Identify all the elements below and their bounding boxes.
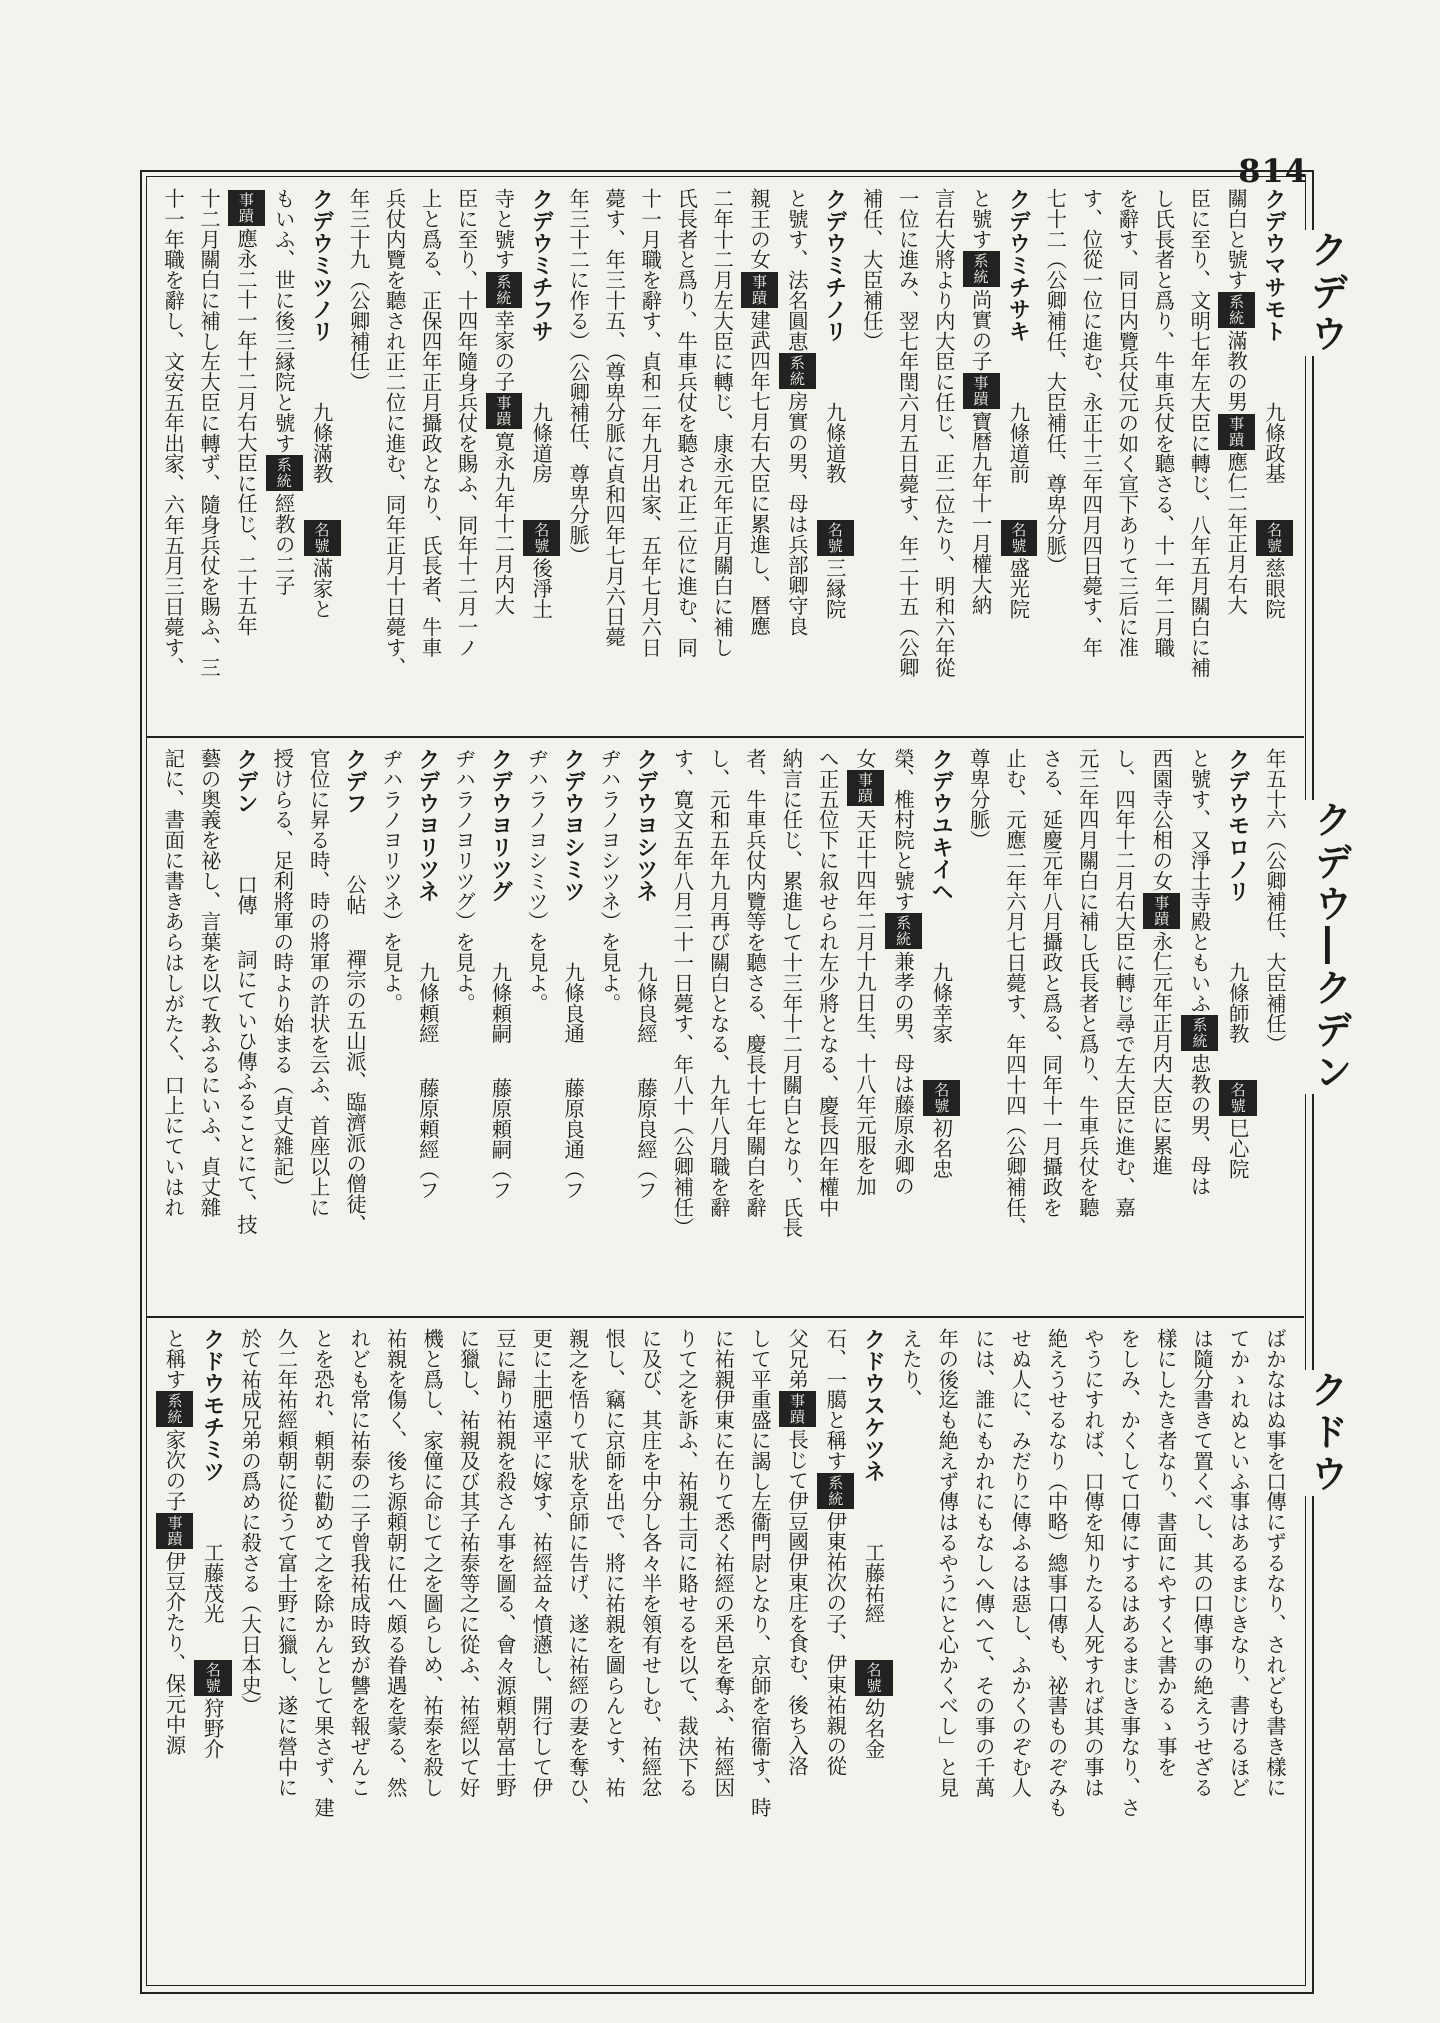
body-text: 恨し、竊に京師を出で、將に祐親を圖らんとす、祐 — [602, 1328, 627, 1798]
body-text: に及び、其庄を中分し各々半を領有せしむ、祐經忿 — [638, 1328, 663, 1798]
text-column — [265, 748, 301, 1308]
text-column — [1185, 1328, 1221, 1976]
entry-name: 九條道房 — [529, 402, 554, 484]
entry-name: 九條幸家 — [929, 962, 954, 1044]
dictionary-section-1 — [156, 188, 1294, 728]
text-column — [706, 1328, 742, 1976]
text-column — [304, 188, 342, 728]
body-text: 年五十六（公卿補任、大臣補任） — [1263, 748, 1287, 1054]
category-badge: 系統 — [486, 272, 523, 308]
category-badge: 系統 — [1218, 292, 1255, 328]
body-text: 者、牛車兵仗内覽等を聽さる、慶長十七年關白を辭 — [743, 748, 767, 1218]
text-column — [1070, 748, 1106, 1308]
body-text: 更に土肥遠平に嫁す、祐經益々憤懣し、開行して伊 — [529, 1328, 554, 1798]
body-text: 絶えうせるなり（中略）總事口傳も、祕書ものぞみも — [1044, 1328, 1069, 1818]
text-column — [741, 188, 779, 728]
body-text: 尚實の子 — [968, 289, 993, 371]
body-text: 慈眼院 — [1262, 557, 1286, 619]
body-text: 授けらる、足利將軍の時より始まる（貞丈雜記） — [270, 748, 295, 1197]
body-text: は隨分書きて置くべし、其の口傳事の絶えうせざる — [1190, 1328, 1215, 1798]
body-text: 狩野介 — [200, 1697, 225, 1759]
body-text: 榮、椎村院と號す — [891, 748, 916, 912]
body-text: 補任、大臣補任） — [859, 188, 884, 352]
body-text: 二年十二月左大臣に轉じ、康永元年正月關白に補し — [710, 188, 735, 658]
text-column — [556, 748, 592, 1308]
category-badge: 事蹟 — [963, 373, 1000, 409]
body-text: 兵仗内覽を聽され正二位に進む、同年正月十日薨す、 — [382, 188, 407, 678]
text-column — [705, 188, 741, 728]
body-text: ヂハラノヨリツグ）を見よ。 — [452, 748, 477, 1014]
body-text: えたり、 — [898, 1328, 923, 1410]
entry-heading: クデウマサモト — [1261, 188, 1287, 342]
body-text: れども常に祐泰の二子曾我祐成時致が讐を報ぜんこ — [347, 1328, 372, 1798]
text-column — [1038, 188, 1074, 728]
text-column — [192, 188, 228, 728]
text-column — [451, 1328, 487, 1976]
body-text: 上と爲る、正保四年正月攝政となり、氏長者、牛車 — [418, 188, 443, 658]
body-text: 盛光院 — [1006, 557, 1031, 619]
body-text: 長じて伊豆國伊東庄を食む、後ち入洛 — [785, 1429, 810, 1777]
text-column — [1107, 748, 1143, 1308]
text-column — [374, 748, 410, 1308]
text-column — [1003, 1328, 1039, 1976]
category-badge: 系統 — [885, 913, 922, 949]
category-badge: 事蹟 — [1218, 414, 1255, 450]
entry-heading: クデウミチフサ — [528, 188, 555, 342]
body-text: 女 — [852, 748, 877, 769]
category-badge: 事蹟 — [228, 190, 265, 226]
text-column — [342, 1328, 378, 1976]
body-text: 久二年祐經頼朝に從うて富士野に獵し、遂に營中に — [274, 1328, 299, 1798]
category-badge: 系統 — [817, 1473, 854, 1509]
text-column — [1218, 188, 1256, 728]
body-text: 氏長者と爲り、牛車兵仗を聽され正二位に進む、同 — [674, 188, 699, 658]
text-column — [701, 748, 737, 1308]
body-text: と號す、法名圓恵 — [784, 188, 809, 352]
entry-name: 藤原頼經（フ — [415, 1077, 440, 1201]
text-column — [1074, 188, 1110, 728]
body-text: 止む、元應二年六月七日薨す、年四十四（公卿補任、 — [1003, 748, 1027, 1238]
text-column — [1143, 748, 1181, 1308]
text-column — [670, 1328, 706, 1976]
entry-name: 九條頼經 — [415, 962, 440, 1044]
text-column — [633, 188, 669, 728]
category-badge: 事蹟 — [741, 272, 778, 308]
entry-heading: クデン — [232, 748, 259, 814]
body-text: 薨す、年三十五、（尊卑分脈に貞和四年七月六日薨 — [602, 188, 627, 647]
body-text: りて之を訴ふ、祐親土司に賂せるを以て、裁決下る — [674, 1328, 699, 1798]
text-column — [1219, 748, 1257, 1308]
body-text: 滿家と — [309, 557, 334, 619]
entry-heading: クデウヨシツネ — [632, 748, 659, 902]
text-column — [301, 748, 337, 1308]
category-badge: 系統 — [963, 251, 1000, 287]
text-column — [269, 1328, 305, 1976]
category-badge: 事蹟 — [156, 1513, 193, 1549]
category-badge: 系統 — [266, 455, 303, 491]
text-column — [483, 748, 519, 1308]
category-badge: 名號 — [817, 520, 854, 556]
entry-name: 工藤祐經 — [861, 1542, 886, 1624]
dictionary-section-2 — [156, 748, 1294, 1308]
text-column — [378, 188, 414, 728]
body-text: 樣にしたき者なり、書面にやすくと書かるゝ事を — [1153, 1328, 1178, 1777]
body-text: 納言に任じ、累進して十三年十二月關白となり、氏長 — [779, 748, 804, 1238]
text-column — [1001, 188, 1039, 728]
text-column — [779, 188, 817, 728]
entry-name: 九條師教 — [1225, 962, 1250, 1044]
body-text: 一位に進み、翌七年閏六月五日薨す、年二十五（公卿 — [895, 188, 920, 678]
category-badge: 名號 — [1256, 520, 1293, 556]
text-column — [410, 748, 446, 1308]
body-text: 石、一臈と稱す — [823, 1328, 848, 1471]
text-column — [156, 748, 192, 1308]
category-badge: 名號 — [923, 1080, 960, 1116]
entry-name: 藤原頼嗣（フ — [488, 1077, 513, 1201]
text-column — [561, 188, 597, 728]
entry-heading: クドウスケツネ — [860, 1328, 887, 1482]
body-text: を辭す、同日内覽兵仗元の如く宣下ありて三后に准 — [1115, 188, 1140, 658]
body-text: 官位に昇る時、時の將軍の許状を云ふ、首座以上に — [306, 748, 331, 1218]
category-badge: 名號 — [523, 520, 560, 556]
body-text: 元三年四月關白に補し氏長者と爲り、牛車兵仗を聽 — [1075, 748, 1100, 1218]
entry-heading: クデウミツノリ — [308, 188, 335, 342]
body-text: し、四年十二月右大臣に轉じ尋で左大臣に進む、嘉 — [1112, 748, 1137, 1218]
category-badge: 系統 — [156, 1391, 193, 1427]
entry-name: 九條滿教 — [309, 402, 334, 484]
body-text: 初名忠 — [929, 1117, 954, 1179]
category-badge: 事蹟 — [847, 770, 884, 806]
body-text: 伊豆介たり、保元中源 — [162, 1550, 187, 1755]
text-column — [229, 748, 265, 1308]
text-column — [415, 1328, 451, 1976]
entry-name: 九條頼嗣 — [488, 962, 513, 1044]
text-column — [192, 748, 228, 1308]
body-text: 親王の女 — [747, 188, 772, 270]
text-column — [488, 1328, 524, 1976]
body-text: 寺と號す — [491, 188, 516, 270]
entry-name: 九條道教 — [822, 402, 847, 484]
section-divider — [146, 1316, 1304, 1318]
body-text: 房實の男、母は兵部卿守良 — [784, 391, 809, 637]
entry-heading: クデフ — [342, 748, 369, 814]
body-text: 西園寺公相の女 — [1149, 748, 1174, 891]
text-column — [817, 1328, 855, 1976]
section-divider — [146, 736, 1304, 738]
body-text: 關白と號す — [1224, 188, 1249, 290]
body-text: 幼名金 — [861, 1697, 886, 1759]
body-text: 應永二十一年十二月右大臣に任じ、二十五年 — [233, 228, 258, 636]
text-column — [338, 748, 374, 1308]
body-text: 父兄弟 — [785, 1328, 810, 1390]
dictionary-section-3 — [156, 1328, 1294, 1976]
body-text: し、元和五年九月再び關白となる、九年八月職を辭 — [706, 748, 731, 1218]
body-text: 經教の二子 — [271, 493, 296, 596]
text-column — [378, 1328, 414, 1976]
category-badge: 名號 — [1001, 520, 1038, 556]
entry-name: 九條政基 — [1262, 402, 1286, 484]
text-column — [156, 1328, 194, 1976]
body-text: す、寛文五年八月二十一日薨す、年八十（公卿補任） — [670, 748, 695, 1238]
text-column — [1146, 188, 1182, 728]
body-text: 於て祐成兄弟の爲めに殺さる（大日本史） — [238, 1328, 263, 1716]
text-column — [414, 188, 450, 728]
text-column — [1039, 1328, 1075, 1976]
entry-name: 九條道前 — [1006, 402, 1031, 484]
text-column — [342, 188, 378, 728]
text-column — [1256, 188, 1294, 728]
body-text: 臣に至り、十四年隨身兵仗を賜ふ、同年十二月一ノ — [454, 188, 479, 658]
entry-name: 九條良通 — [561, 962, 586, 1044]
text-column — [847, 748, 885, 1308]
text-column — [998, 748, 1034, 1308]
text-column — [961, 748, 997, 1308]
text-column — [194, 1328, 232, 1976]
body-text: 記に、書面に書きあらはしがたく、口上にていはれ — [161, 748, 186, 1218]
body-text: 天正十四年二月十九日生、十八年元服を加 — [852, 808, 877, 1197]
body-text: 滿教の男 — [1224, 330, 1249, 412]
text-column — [779, 1328, 817, 1976]
body-text: 三縁院 — [822, 557, 847, 619]
body-text: して平重盛に謁し左衞門尉となり、京師を宿衞す、時 — [747, 1328, 772, 1818]
body-text: 禪宗の五山派、臨濟派の僧徒、 — [343, 948, 368, 1235]
body-text: 年の後迄も絶えず傳はるやうにと心かくべし」と見 — [935, 1328, 960, 1798]
text-column — [855, 1328, 893, 1976]
text-column — [1148, 1328, 1184, 1976]
body-text: 家次の子 — [162, 1429, 187, 1511]
text-column — [633, 1328, 669, 1976]
body-text: 十一月職を辭す、貞和二年九月出家、五年七月六日 — [638, 188, 663, 658]
text-column — [523, 188, 561, 728]
category-badge: 名號 — [855, 1660, 892, 1696]
text-column — [266, 188, 304, 728]
text-column — [963, 188, 1001, 728]
body-text: 寛永九年十二月内大 — [491, 431, 516, 615]
side-index-tab: クドウ — [1299, 1370, 1354, 1496]
entry-heading: クデウミチノリ — [821, 188, 848, 342]
entry-heading: クデウヨリツグ — [487, 748, 514, 902]
body-text: とを恐れ、頼朝に勸めて之を除かんとして果さず、建 — [310, 1328, 335, 1818]
body-text: ヂハラノヨリツネ）を見よ。 — [379, 748, 404, 1014]
body-text: 親之を悟りて狀を京師に告げ、遂に祐經の妻を奪ひ、 — [565, 1328, 590, 1818]
entry-heading: クデウヨリツネ — [414, 748, 441, 902]
entry-heading: クドウモチミツ — [199, 1328, 226, 1482]
entry-heading: クデウモロノリ — [1224, 748, 1251, 902]
text-column — [669, 188, 705, 728]
text-column — [597, 188, 633, 728]
entry-name: 公帖 — [343, 874, 368, 915]
text-column — [519, 748, 555, 1308]
text-column — [817, 188, 855, 728]
text-column — [629, 748, 665, 1308]
text-column — [1221, 1328, 1257, 1976]
text-column — [592, 748, 628, 1308]
text-column — [774, 748, 810, 1308]
text-column — [597, 1328, 633, 1976]
text-column — [447, 748, 483, 1308]
body-text: をしみ、かくして口傳にするはあるまじき事なり、さ — [1117, 1328, 1142, 1818]
text-column — [1034, 748, 1070, 1308]
category-badge: 名號 — [1219, 1080, 1256, 1116]
body-text: やうにすれば、口傳を知りたる人死すれば其の事は — [1080, 1328, 1105, 1798]
body-text: に祐親伊東に在りて悉く祐經の釆邑を奪ふ、祐經因 — [711, 1328, 736, 1798]
text-column — [1258, 1328, 1294, 1976]
body-text: と號す — [968, 188, 993, 250]
category-badge: 系統 — [1181, 1015, 1218, 1051]
text-column — [665, 748, 701, 1308]
text-column — [156, 188, 192, 728]
body-text: 忠教の男、母は — [1187, 1053, 1212, 1197]
body-text: 年三十二に作る）（公卿補任、尊卑分脈） — [566, 188, 591, 566]
text-column — [233, 1328, 269, 1976]
entry-heading: クデウヨシミツ — [560, 748, 587, 902]
body-text: に獵し、祐親及び其子祐泰等之に從ふ、祐經以て好 — [456, 1328, 481, 1798]
text-column — [930, 1328, 966, 1976]
text-column — [1182, 188, 1218, 728]
body-text: 尊卑分脈） — [966, 748, 991, 850]
body-text: 機と爲し、家僮に命じて之を圖らしめ、祐泰を殺し — [420, 1328, 445, 1798]
body-text: ばかなはぬ事を口傳にずるなり、されども書き樣に — [1263, 1328, 1287, 1798]
category-badge: 事蹟 — [486, 393, 523, 429]
category-badge: 事蹟 — [1143, 893, 1180, 929]
text-column — [855, 188, 891, 728]
body-text: 臣に至り、文明七年左大臣に轉じ、八年五月關白に補 — [1187, 188, 1212, 678]
entry-name: 藤原良經（フ — [633, 1077, 658, 1201]
body-text: 永仁元年正月内大臣に累進 — [1149, 930, 1174, 1176]
body-text: す、位從一位に進む、永正十三年四月四日薨す、年 — [1079, 188, 1104, 658]
text-column — [891, 188, 927, 728]
body-text: 豆に歸り祐親を殺さん事を圖る、會々源頼朝富士野 — [492, 1328, 517, 1798]
body-text: ヂハラノヨシツネ）を見よ。 — [597, 748, 622, 1014]
body-text: もいふ、世に後三縁院と號す — [271, 188, 296, 454]
body-text: 後淨土 — [529, 557, 554, 619]
body-text: てかゝれぬといふ事はあるまじきなり、書けるほど — [1226, 1328, 1251, 1798]
body-text: さる、延慶元年八月攝政と爲る、同年十一月攝政を — [1039, 748, 1064, 1218]
text-column — [450, 188, 486, 728]
body-text: には、誰にもかれにもなしへ傳へて、その事の千萬 — [971, 1328, 996, 1798]
body-text: と號す、又淨土寺殿ともいふ — [1187, 748, 1212, 1014]
text-column — [1258, 748, 1294, 1308]
entry-name: 藤原良通（フ — [561, 1077, 586, 1201]
text-column — [1112, 1328, 1148, 1976]
text-column — [228, 188, 266, 728]
category-badge: 名號 — [304, 520, 341, 556]
text-column — [1076, 1328, 1112, 1976]
body-text: 兼孝の男、母は藤原永卿の — [891, 951, 916, 1197]
body-text: 十二月關白に補し左大臣に轉ず、隨身兵仗を賜ふ、三 — [197, 188, 222, 678]
body-text: し氏長者と爲り、牛車兵仗を聽さる、十一年二月職 — [1151, 188, 1176, 658]
body-text: へ正五位下に叙せられ左少將となる、慶長四年權中 — [815, 748, 840, 1218]
text-column — [1110, 188, 1146, 728]
text-column — [738, 748, 774, 1308]
side-index-tab: クデウ — [1299, 230, 1354, 356]
body-text: せぬ人に、みだりに傳ふるは惡し、ふかくのぞむ人 — [1008, 1328, 1033, 1798]
page-number: 814 — [1238, 152, 1308, 190]
body-text: 祐親を傷く、後ち源頼朝に仕へ頗る眷遇を蒙る、然 — [383, 1328, 408, 1798]
text-column — [927, 188, 963, 728]
text-column — [524, 1328, 560, 1976]
text-column — [742, 1328, 778, 1976]
text-column — [923, 748, 961, 1308]
entry-name: 九條良經 — [633, 962, 658, 1044]
entry-name: 工藤茂光 — [200, 1542, 225, 1624]
category-badge: 系統 — [779, 353, 816, 389]
text-column — [810, 748, 846, 1308]
body-text: と稱す — [162, 1328, 187, 1390]
text-column — [486, 188, 524, 728]
body-text: 十一年職を辭し、文安五年出家、六年五月三日薨す、 — [161, 188, 186, 678]
category-badge: 名號 — [194, 1660, 231, 1696]
body-text: 巳心院 — [1225, 1117, 1250, 1179]
body-text: 建武四年七月右大臣に累進し、暦應 — [747, 309, 772, 637]
entry-heading: クデウユキイヘ — [928, 748, 955, 902]
text-column — [560, 1328, 596, 1976]
entry-heading: クデウミチサキ — [1005, 188, 1032, 342]
text-column — [306, 1328, 342, 1976]
text-column — [894, 1328, 930, 1976]
category-badge: 事蹟 — [779, 1391, 816, 1427]
body-text: 詞にていひ傳ふることにて、技 — [233, 948, 258, 1235]
body-text: 幸家の子 — [491, 309, 516, 392]
body-text: 言右大將より内大臣に任じ、正二位たり、明和六年從 — [931, 188, 956, 678]
text-column — [1181, 748, 1219, 1308]
text-column — [966, 1328, 1002, 1976]
body-text: 七十二（公卿補任、大臣補任、尊卑分脈） — [1043, 188, 1068, 576]
body-text: 年三十九（公卿補任） — [346, 188, 371, 392]
body-text: ヂハラノヨシミツ）を見よ。 — [524, 748, 549, 1014]
body-text: 藝の奥義を祕し、言葉を以て教ふるにいふ、貞丈雜 — [197, 748, 222, 1218]
body-text: 伊東祐次の子、伊東祐親の從 — [823, 1510, 848, 1777]
entry-name: 口傳 — [233, 874, 258, 915]
side-index-tab: クデウ―クデン — [1303, 800, 1358, 1094]
text-column — [885, 748, 923, 1308]
body-text: 寶暦九年十一月權大納 — [968, 410, 993, 615]
body-text: 應仁二年正月右大 — [1224, 451, 1249, 615]
